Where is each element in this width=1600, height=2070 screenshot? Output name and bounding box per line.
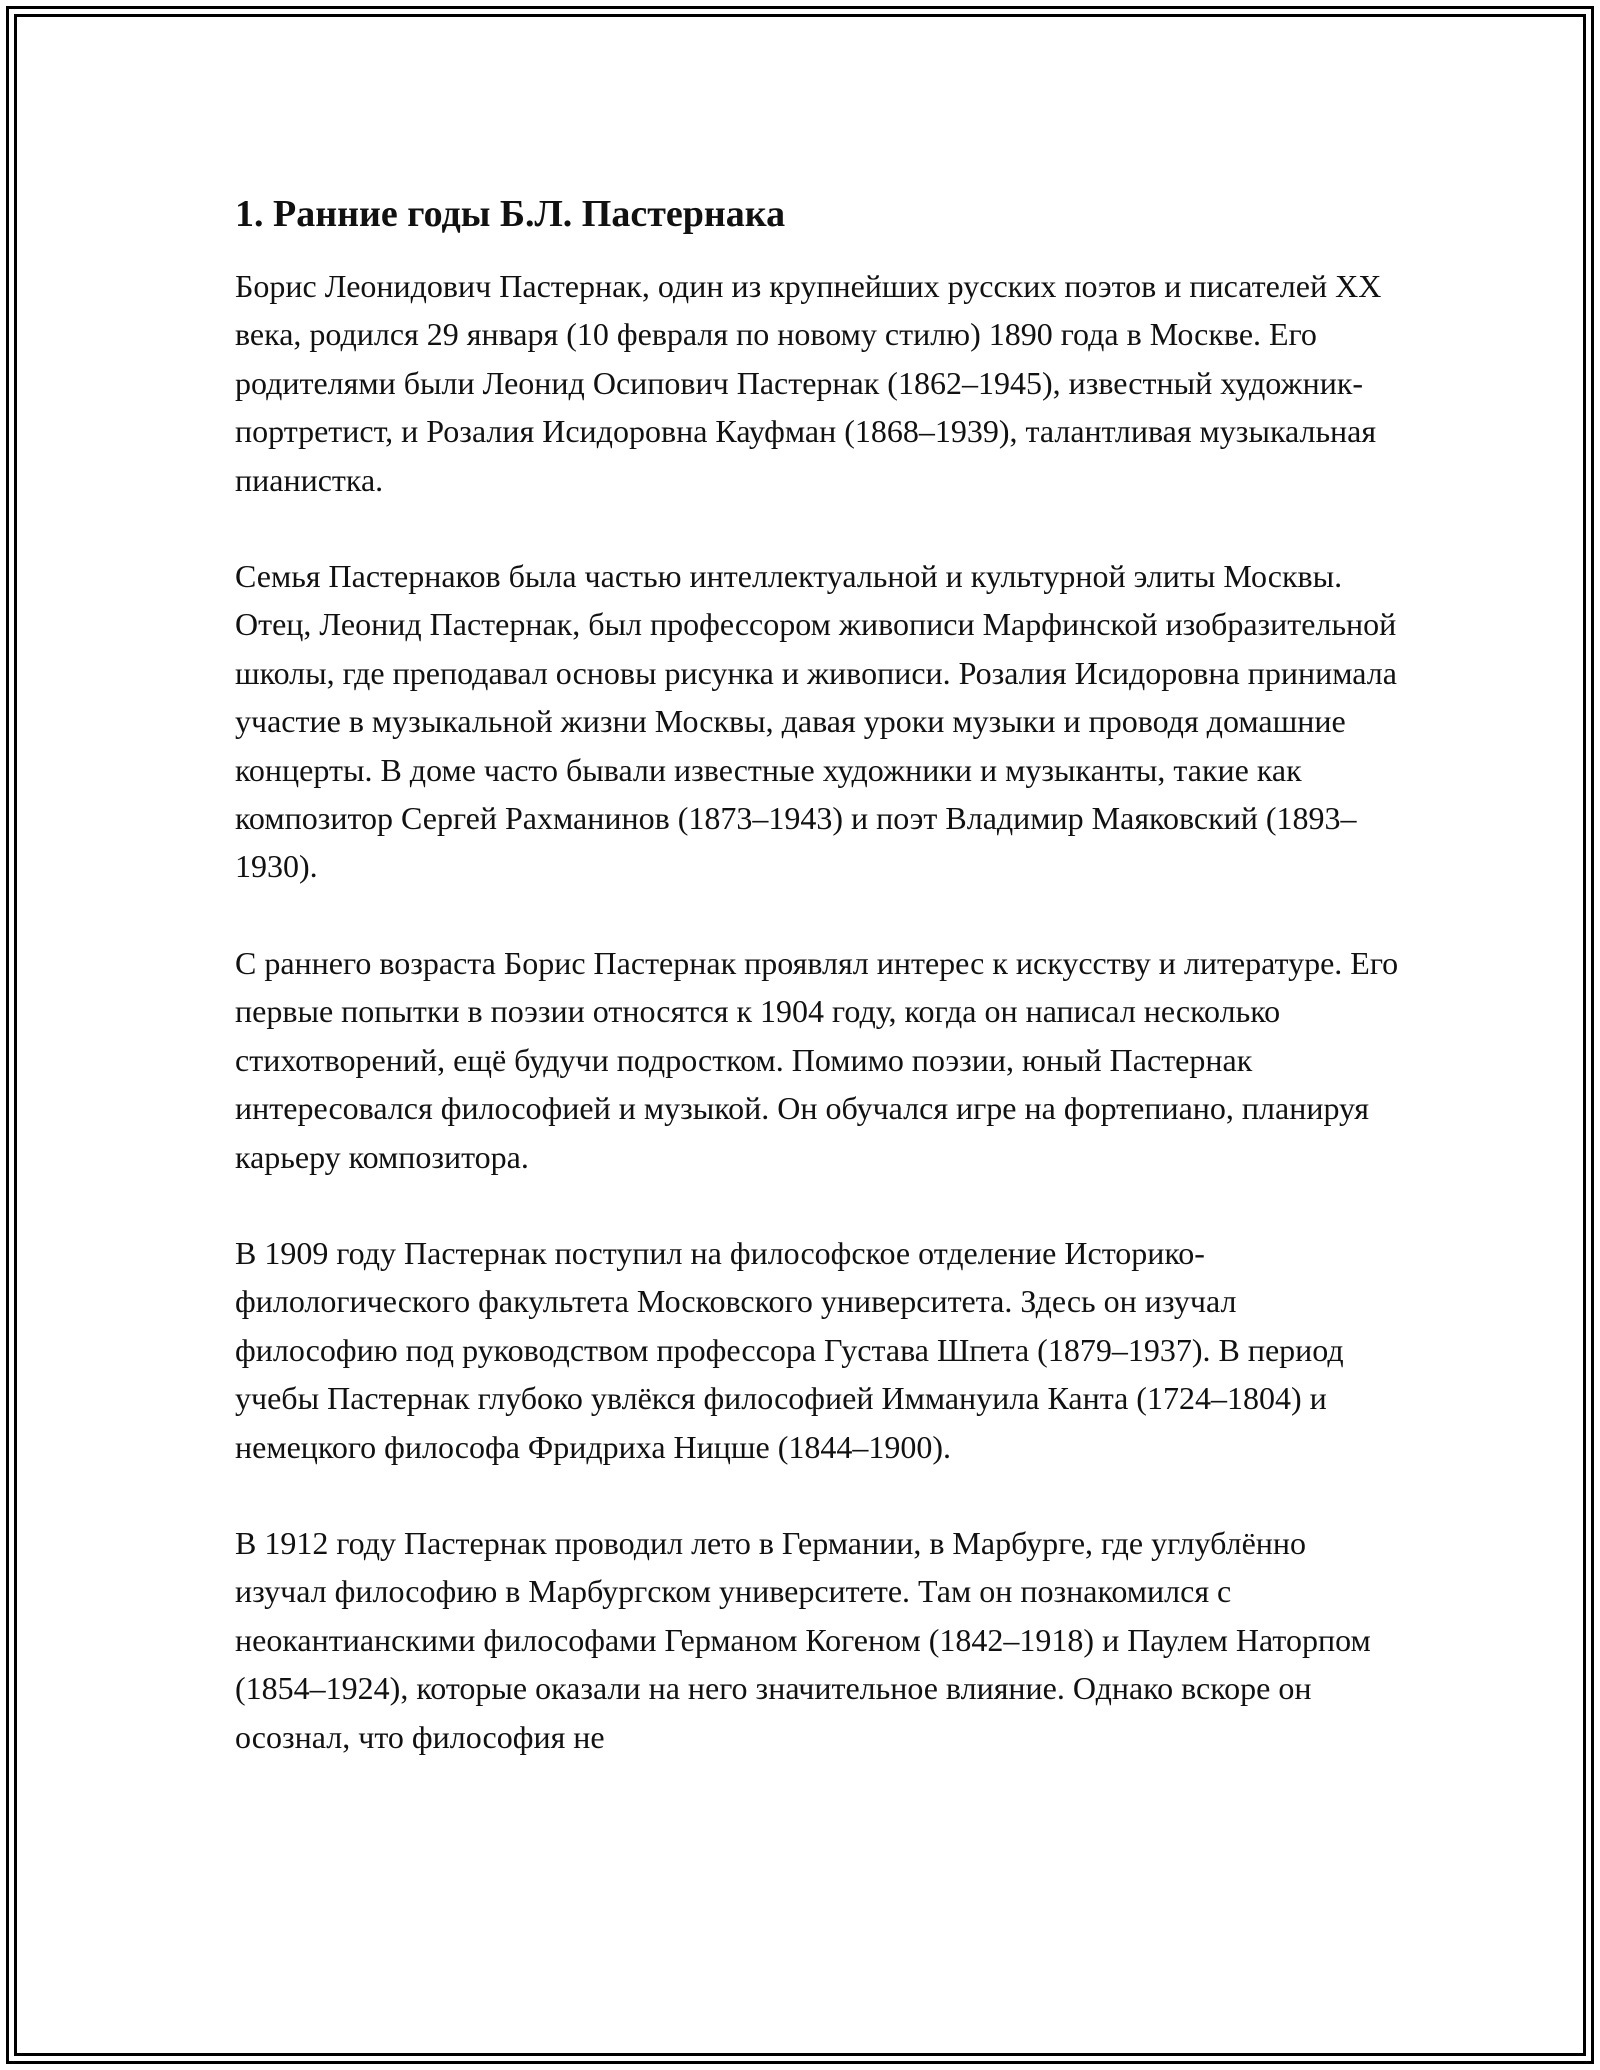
paragraph-2: Семья Пастернаков была частью интеллектуальной и культурной элиты Москвы. Отец, Леонид Пастернак, был профессором живописи Марфинской изобразительной школы, где преподавал основы рисунка и живописи. Розалия Исидоровна принимала участие в музыкальной жизни Москвы, давая уроки музыки и проводя домашние концерты. В доме часто бывали известные художники и музыканты, такие как композитор Сергей Рахманинов (1873–1943) и поэт Владимир Маяковский (1893–1930).	[235, 558, 1397, 885]
paragraph-1: Борис Леонидович Пастернак, один из крупнейших русских поэтов и писателей XX века, родился 29 января (10 февраля по новому стилю) 1890 года в Москве. Его родителями были Леонид Осипович Пастернак (1862–1945), известный художник-портретист, и Розалия Исидоровна Кауфман (1868–1939), талантливая музыкальная пианистка.	[235, 268, 1382, 498]
section-heading: 1. Ранние годы Б.Л. Пастернака	[235, 193, 786, 235]
document-body	[235, 190, 1405, 1809]
paragraph-5: В 1912 году Пастернак проводил лето в Германии, в Марбурге, где углублённо изучал философию в Марбургском университете. Там он познакомился с неокантианскими философами Германом Когеном (1842–1918) и Паулем Наторпом (1854–1924), которые оказали на него значительное влияние. Однако вскоре он осознал, что философия не	[235, 1524, 1371, 1755]
paragraph-3: С раннего возраста Борис Пастернак проявлял интерес к искусству и литературе. Его первые попытки в поэзии относятся к 1904 году, когда он написал несколько стихотворений, ещё будучи подростком. Помимо поэзии, юный Пастернак интересовался философией и музыкой. Он обучался игре на фортепиано, планируя карьеру композитора.	[235, 944, 1399, 1175]
paragraph-4: В 1909 году Пастернак поступил на философское отделение Историко-филологического факультета Московского университета. Здесь он изучал философию под руководством профессора Густава Шпета (1879–1937). В период учебы Пастернак глубоко увлёкся философией Иммануила Канта (1724–1804) и немецкого философа Фридриха Ницше (1844–1900).	[235, 1234, 1344, 1465]
